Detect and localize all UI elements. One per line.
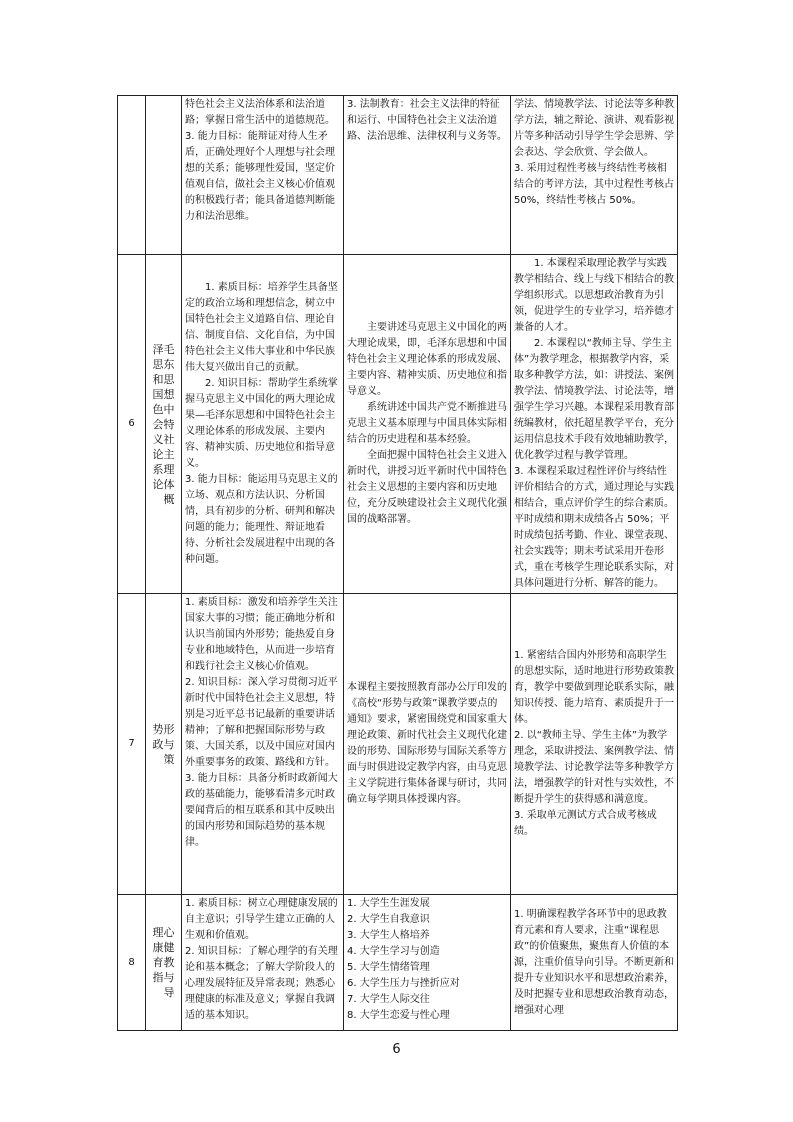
content-item: 1. 大学生生涯发展 (347, 898, 430, 909)
goal-item: 1. 素质目标：激发和培养学生关注国家大事的习惯；能正确地分析和认识当前国内外形势；能热爱自身专业和地域特色，从而进一步培育和践行社会主义核心价值观。 (185, 597, 338, 672)
course-goals (182, 594, 344, 895)
goal-item: 3. 能力目标：具备分析时政新闻大政的基础能力，能够看清多元时政要闻背后的相互联系和其中反映出的国内形势和国际趋势的基本规律。 (185, 773, 338, 848)
content-item: 2. 大学生自我意识 (347, 914, 430, 925)
content-item: 7. 大学生人际交往 (347, 994, 430, 1005)
course-content (344, 594, 511, 895)
content-item: 3. 大学生人格培养 (347, 930, 430, 941)
row-number: 6 (118, 255, 146, 594)
course-name-column: 毛 东 思 想 中 特 社 主 理 体 概 (163, 342, 175, 506)
goal-item: 3. 能力目标：能辩证对待人生矛盾，正确处理好个人理想与社会理想的关系；能够理性爱国，坚定价值观自信，做社会主义核心价值观的积极践行者；能具备道德判断能力和法治思维。 (185, 131, 335, 222)
course-name-column: 理 康 育 指 (152, 926, 164, 984)
content-item: 3. 法制教育：社会主义法律的特征和运行、中国特色社会主义法治道路、法治思维、法律权利与义务等。 (347, 99, 507, 142)
course-content (344, 255, 511, 594)
course-name-column: 泽 思 和 国 色 会 义 论 系 论 (152, 342, 164, 491)
method-item: 3. 本课程采取过程性评价与终结性评价相结合的方式，通过理论与实践相结合，重点评价学生的综合素质。平时成绩和期末成绩各占 50%；平时成绩包括考勤、作业、课堂表现、社会实践等；期末考试采用开卷形式，重在考核学生理论联系实际，对具体问题进行分析、解答的能力。 (514, 466, 674, 589)
teaching-methods (511, 96, 678, 255)
course-name (146, 96, 182, 255)
row-number (118, 96, 146, 255)
table-row (118, 895, 678, 1031)
method-item: 1. 明确课程教学各环节中的思政教育元素和育人要求，注重“课程思政”的价值聚焦，聚焦育人价值的本源，注重价值导向引导。不断更新和提升专业知识水平和思想政治素养，及时把握专业和思想政治教育动态，增强对心理 (514, 908, 674, 1016)
goal-item: 2. 知识目标：帮助学生系统掌握马克思主义中国化的两大理论成果—毛泽东思想和中国特色社会主义理论体系的形成发展、主要内容、精神实质、历史地位和指导意义。 (185, 378, 338, 469)
goal-item: 3. 能力目标：能运用马克思主义的立场、观点和方法认识、分析国情，具有初步的分析、研判和解决问题的能力；能理性、辩证地看待、分析社会发展进程中出现的各种问题。 (185, 474, 338, 565)
method-item: 学法、情境教学法、讨论法等多种教学方法，辅之辩论、演讲、观看影视片等多种活动引导学生学会思辨、学会表达、学会欣赏、学会做人。 (514, 99, 674, 158)
teaching-methods (511, 255, 678, 594)
course-name-column: 势 政 (152, 722, 164, 751)
goal-item: 1. 素质目标：培养学生具备坚定的政治立场和理想信念，树立中国特色社会主义道路自信、理论自信、制度自信、文化自信，为中国特色社会主义伟大事业和中华民族伟大复兴做出自己的贡献。 (185, 282, 338, 373)
content-item: 8. 大学生恋爱与性心理 (347, 1010, 450, 1021)
teaching-methods (511, 895, 678, 1031)
table-row (118, 255, 678, 594)
course-content (344, 895, 511, 1031)
course-goals (182, 255, 344, 594)
course-goals (182, 895, 344, 1031)
course-name-column: 心 健 教 与 导 (163, 926, 175, 999)
content-item: 本课程主要按照教育部办公厅印发的《高校“形势与政策”课教学要点的通知》要求，紧密围绕党和国家重大理论政策、新时代社会主义现代化建设的形势、国际形势与国际关系等方面与时俱进设定教学内容，由马克思主义学院进行集体备课与研讨，共同确立每学期具体授课内容。 (347, 682, 507, 805)
content-item: 系统讲述中国共产党不断推进马克思主义基本原理与中国具体实际相结合的历史进程和基本经验。 (347, 402, 507, 445)
content-item: 主要讲述马克思主义中国化的两大理论成果，即，毛泽东思想和中国特色社会主义理论体系的形成发展、主要内容、精神实质、历史地位和指导意义。 (347, 322, 507, 397)
course-goals (182, 96, 344, 255)
page-number: 6 (392, 1042, 401, 1057)
row-number: 8 (118, 895, 146, 1031)
content-item: 全面把握中国特色社会主义进入新时代，讲授习近平新时代中国特色社会主义思想的主要内容和历史地位，充分反映建设社会主义现代化强国的战略部署。 (347, 450, 507, 525)
row-number: 7 (118, 594, 146, 895)
course-name (146, 255, 182, 594)
table-row (118, 594, 678, 895)
content-item: 6. 大学生压力与挫折应对 (347, 978, 460, 989)
goal-item: 1. 素质目标：树立心理健康发展的自主意识；引导学生建立正确的人生观和价值观。 (185, 898, 338, 941)
goal-item: 2. 知识目标：了解心理学的有关理论和基本概念；了解大学阶段人的心理发展特征及异常表现；熟悉心理健康的标准及意义；掌握自我调适的基本知识。 (185, 946, 338, 1021)
method-item: 2. 以“教师主导、学生主体”为教学理念，采取讲授法、案例教学法、情境教学法、讨论教学法等多种教学方法，增强教学的针对性与实效性，不断提升学生的获得感和满意度。 (514, 730, 674, 805)
content-item: 4. 大学生学习与创造 (347, 946, 440, 957)
course-name-column: 形 与 策 (163, 722, 175, 766)
table-row (118, 96, 678, 255)
goal-item: 特色社会主义法治体系和法治道路；掌握日常生活中的道德规范。 (185, 99, 335, 126)
teaching-methods (511, 594, 678, 895)
method-item: 1. 紧密结合国内外形势和高职学生的思想实际，适时地进行形势政策教育，教学中要做到理论联系实际，融知识传授、能力培育、素质提升于一体。 (514, 650, 674, 725)
course-name (146, 594, 182, 895)
method-item: 2. 本课程以“教师主导、学生主体”为教学理念，根据教学内容，采取多种教学方法，如：讲授法、案例教学法、情境教学法、讨论法等，增强学生学习兴趣。本课程采用教育部统编教材，依托超星教学平台，充分运用信息技术手段有效地辅助教学，优化教学过程与教学管理。 (514, 338, 674, 461)
method-item: 3. 采用过程性考核与终结性考核相结合的考评方法，其中过程性考核占 50%，终结性考核占 50%。 (514, 163, 674, 206)
course-name (146, 895, 182, 1031)
course-content (344, 96, 511, 255)
method-item: 3. 采取单元测试方式合成考核成绩。 (514, 810, 657, 837)
method-item: 1. 本课程采取理论教学与实践教学相结合、线上与线下相结合的教学组织形式。以思想政治教育为引领，促进学生的专业学习，培养德才兼备的人才。 (514, 258, 674, 333)
goal-item: 2. 知识目标：深入学习贯彻习近平新时代中国特色社会主义思想，特别是习近平总书记最新的重要讲话精神；了解和把握国际形势与政策、大国关系，以及中国应对国内外重要事务的政策、路线和方针。 (185, 677, 338, 768)
curriculum-table (117, 95, 678, 1031)
content-item: 5. 大学生情绪管理 (347, 962, 430, 973)
